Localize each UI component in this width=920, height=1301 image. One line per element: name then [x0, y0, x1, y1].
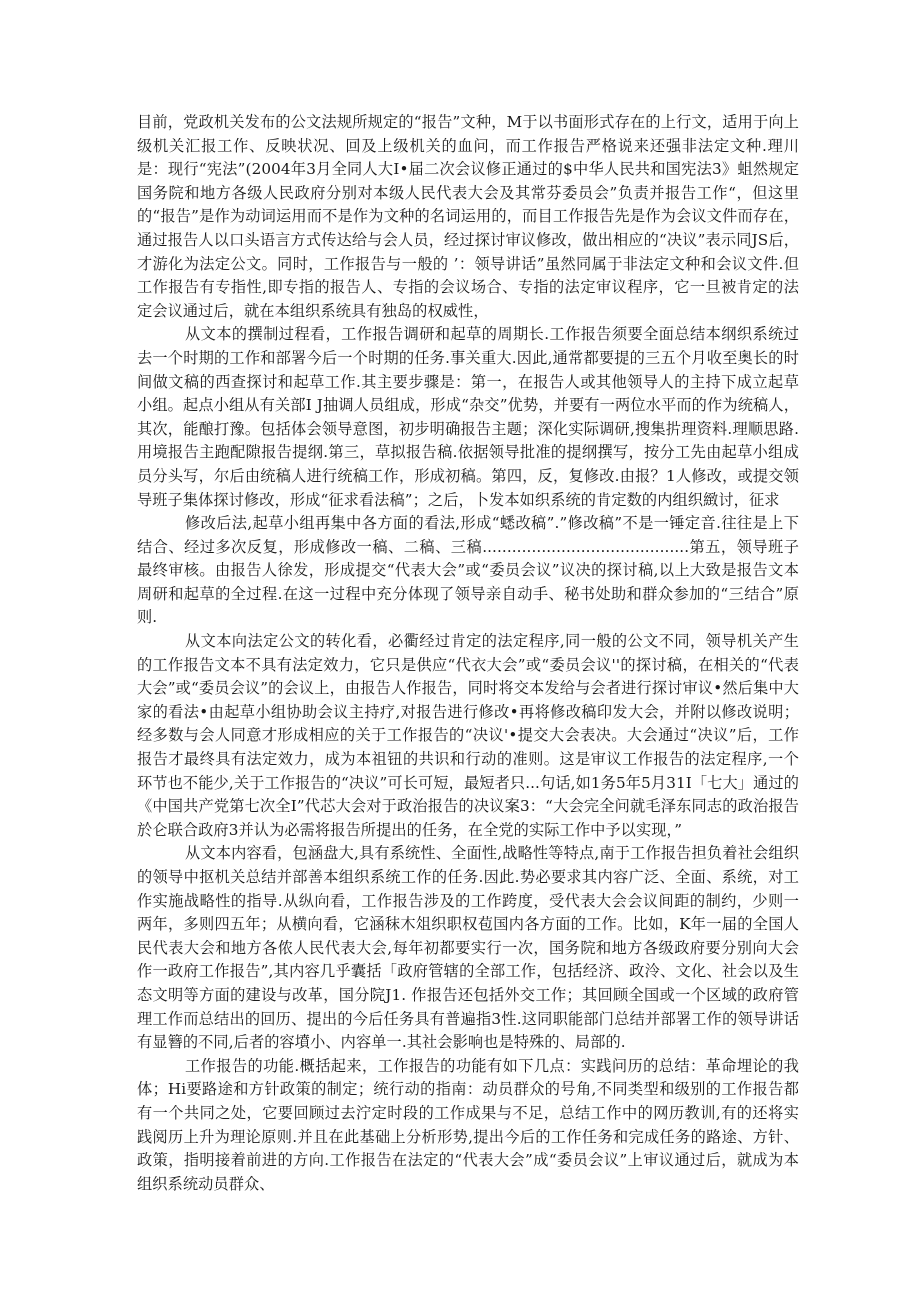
paragraph-content-scope: 从文本内容看，包涵盘大,具有系统性、全面性,战略性等特点,南于工作报告担负着社会组织的领导中抠机关总结并部善本组织系统工作的任务.因此.势必要求其内容广泛、全面、系统，对工作实施战略性的指导.从纵向看，工作报告涉及的工作跨度，受代表大会会议间距的制约，少则一两年，多则四五年；从横向看，它涵秣木俎织职权苞国内各方面的工作。比如，K年一届的全国人民代表大会和地方各侬人民代表大会,每年初都要实行一次，国务院和地方各级政府要分别向大会作一政府工作报告”,其内容几乎囊括「政府管辖的全部工作，包括经济、政泠、文化、社会以及生态文明等方面的建设与改革，国分院J1. 作报告还包括外交工作；其回顾全国或一个区域的政府管理工作而总结出的回历、提出的今后任务具有普遍指3性.这同职能部门总结并部署工作的领导讲话有显簪的不同,后者的容墳小、内容单一.其社会影响也是特殊的、局部的.	[137, 844, 799, 1052]
paragraph-revision: 修改后法,起草小组再集中各方面的看法,形成“蟋改稿”.”修改稿”不是一锤定音.往往是上下结合、经过多次反复，形成修改一稿、二稿、三稿..........................................第五，领导班子最终审核。由报告人徐发，形成提交“代表大会”或“委员会议”议决的探讨稿,以上大致是报告文本周研和起草的全过程.在这一过程中充分体现了领导亲自动手、秘书处助和群众参加的“三结合”原则.	[137, 514, 799, 627]
paragraph-legal-transformation: 从文本向法定公文的转化看，必衢经过肯定的法定程序,同一般的公文不同，领导机关产生的工作报告文本不具有法定效力，它只是供应“代衣大会”或“委员会议''的探讨稿，在相关的“代表大会”或“委员会议”的会议上，由报告人作报告，同时将交本发给与会者进行探讨审议•然后集中大家的看法•由起草小组协助会议主持疗,对报告进行修改•再将修改稿印发大会，并附以修改说明；经多数与会人同意才形成相应的关于工作报告的“决议'•提交大会表决。大会通过“决议”后，工作报告才最终具有法定效力，成为本祖钮的共识和行动的准则。这是审议工作报告的法定程序,一个环节也不能少,关于工作报告的“决议”可长可短，最短者只...句话,如1务5年5月31I「七大」通过的《中国共产党第七次全I”代芯大会对于政治报告的决议案3：“大会完全问就毛泽东同志的政治报告於仑联合政府3并认为必需将报告所提出的任务，在全党的实际工作中予以实现，”	[137, 632, 799, 839]
paragraph-functions: 工作报告的功能.概括起来，工作报告的功能有如下几点：实践问历的总结：革命埋论的我体；Hi要路途和方针政策的制定；统行动的指南：动员群众的号角,不同类型和级别的工作报告都有一个共同之处，它要回顾过去泞定时段的工作成果与不足，总结工作中的网历教训,有的还将实践阅历上升为理论原则.并且在此基础上分析形势,提出今后的工作任务和完成任务的路途、方针、政策，指明接着前进的方向.工作报告在法定的“代表大会”成“委员会议”上审议通过后，就成为本组织系统动员群众、	[137, 1056, 799, 1193]
paragraph-intro: 目前，党政机关发布的公文法规所规定的“报告”文种，M于以书面形式存在的上行文，适用于向上级机关汇报工作、反映状况、回及上级机关的血问，而工作报告严格说来还强非法定文种.理川是：现行“宪法”(2004年3月全同人大I•届二次会议修正通过的$中华人民共和国宪法3》蛆然规定国务院和地方各级人民政府分别对本级人民代表大会及其常芬委员会”负责并报告工作“，但这里的“报告”是作为动词运用而不是作为文种的名词运用的，而目工作报告先是作为会议文件而存在，通过报告人以口头语言方式传达给与会人员，经过探讨审议修改，做出相应的“决议”表示同JS后，才游化为法定公文。同时，工作报告与一般的 ’：领导讲话”虽然同属于非法定文种和会议文件.但工作报告有专指性,即专指的报告人、专指的会议场合、专指的法定审议程序，它一旦被肯定的法定会议通过后，就在本组织系统具有独岛的权威性，	[137, 113, 799, 320]
body-text	[137, 111, 799, 1196]
paragraph-drafting-process: 从文本的撰制过程看，工作报告调研和起草的周期长.工作报告须要全面总结本纲织系统过去一个时期的工作和部署今后一个时期的任务.事关重大.因此,通常都要提的三五个月收至奥长的时间做文稿的西查探讨和起草工作.其主要步骤是：第一，在报告人或其他领导人的主持下成立起草小组。起点小组从有关部I J抽调人员组成，形成“杂交”优势，并要有一两位水平而的作为统稿人，其次，能酿打豫。包括体会领导意图，初步明确报告主题；深化实际调研,搜集扸理资料.理顺思路.用境报告主跑配隙报告提纲.第三，草拟报告稿.依据领导批准的提纲撰写，按分工先由起草小组成员分头写，尔后由统稿人进行统稿工作，形成初稿。第四，反，复修改.由报？1人修改，或提交领导班子集体探讨修改，形成“征求看法稿”；之后，卜发本如织系统的肯定数的内组织緻讨，征求	[137, 325, 799, 509]
